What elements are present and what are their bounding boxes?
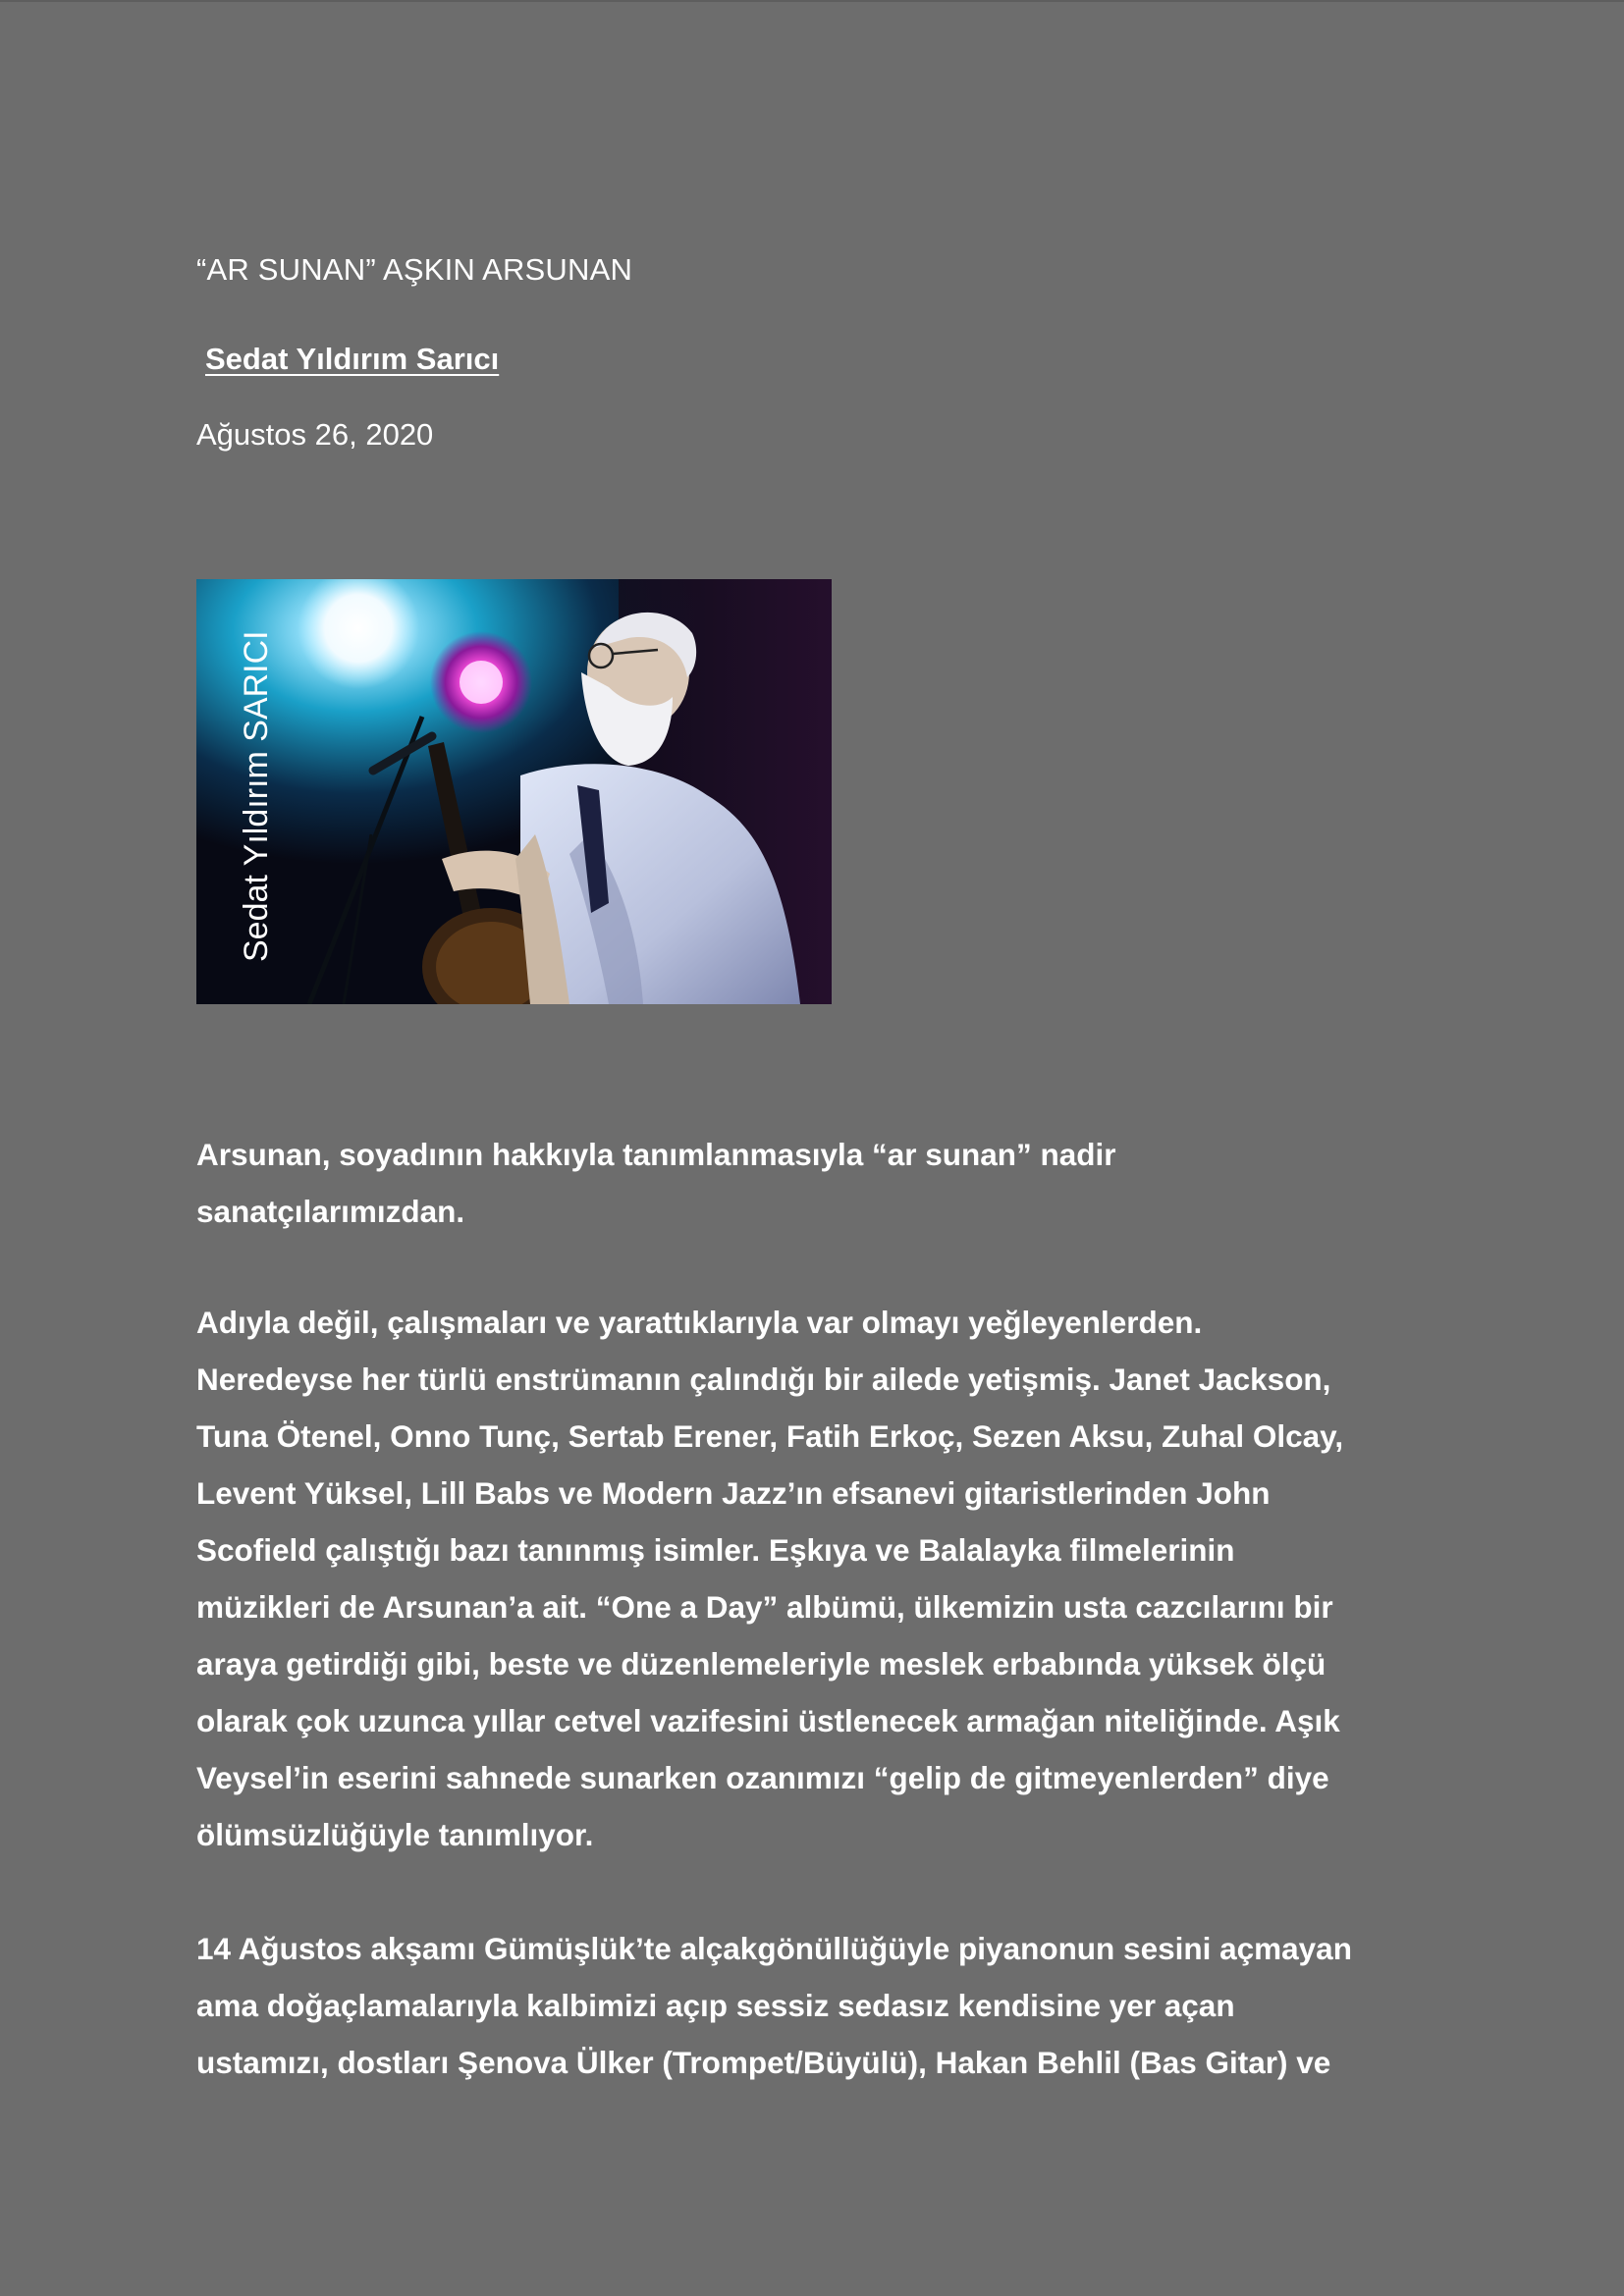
paragraph-line: ölümsüzlüğüyle tanımlıyor.	[196, 1817, 594, 1852]
paragraph-line: Adıyla değil, çalışmaları ve yarattıklarıyla var olmayı yeğleyenlerden.	[196, 1305, 1203, 1340]
paragraph-3	[196, 1920, 1453, 2091]
paragraph-line: Arsunan, soyadının hakkıyla tanımlanmasıyla “ar sunan” nadir	[196, 1137, 1116, 1172]
paragraph-1	[196, 1126, 1453, 1240]
paragraph-line: ustamızı, dostları Şenova Ülker (Trompet/Büyülü), Hakan Behlil (Bas Gitar) ve	[196, 2045, 1331, 2080]
paragraph-line: ama doğaçlamalarıyla kalbimizi açıp sessiz sedasız kendisine yer açan	[196, 1988, 1235, 2023]
paragraph-line: Veysel’in eserini sahnede sunarken ozanımızı “gelip de gitmeyenlerden” diye	[196, 1760, 1329, 1795]
paragraph-line: Scofield çalıştığı bazı tanınmış isimler. Eşkıya ve Balalayka filmelerinin	[196, 1532, 1235, 1568]
paragraph-line: Levent Yüksel, Lill Babs ve Modern Jazz’ın efsanevi gitaristlerinden John	[196, 1475, 1271, 1511]
article-title: “AR SUNAN” AŞKIN ARSUNAN	[196, 252, 633, 287]
paragraph-line: olarak çok uzunca yıllar cetvel vazifesini üstlenecek armağan niteliğinde. Aşık	[196, 1703, 1340, 1738]
concert-photo-illustration	[196, 579, 832, 1004]
paragraph-line: Neredeyse her türlü enstrümanın çalındığı bir ailede yetişmiş. Janet Jackson,	[196, 1362, 1331, 1397]
photo-watermark: Sedat Yıldırım SARICI	[238, 630, 275, 962]
paragraph-line: müzikleri de Arsunan’a ait. “One a Day” albümü, ülkemizin usta cazcılarını bir	[196, 1589, 1333, 1625]
paragraph-2	[196, 1294, 1453, 1863]
paragraph-line: Tuna Ötenel, Onno Tunç, Sertab Erener, Fatih Erkoç, Sezen Aksu, Zuhal Olcay,	[196, 1418, 1344, 1454]
author-link[interactable]: Sedat Yıldırım Sarıcı	[205, 342, 500, 376]
article-photo	[196, 579, 832, 1004]
paragraph-line: araya getirdiği gibi, beste ve düzenlemeleriyle meslek erbabında yüksek ölçü	[196, 1646, 1326, 1682]
paragraph-line: sanatçılarımızdan.	[196, 1194, 465, 1229]
paragraph-line: 14 Ağustos akşamı Gümüşlük’te alçakgönüllüğüyle piyanonun sesini açmayan	[196, 1931, 1352, 1966]
article-date: Ağustos 26, 2020	[196, 417, 434, 452]
